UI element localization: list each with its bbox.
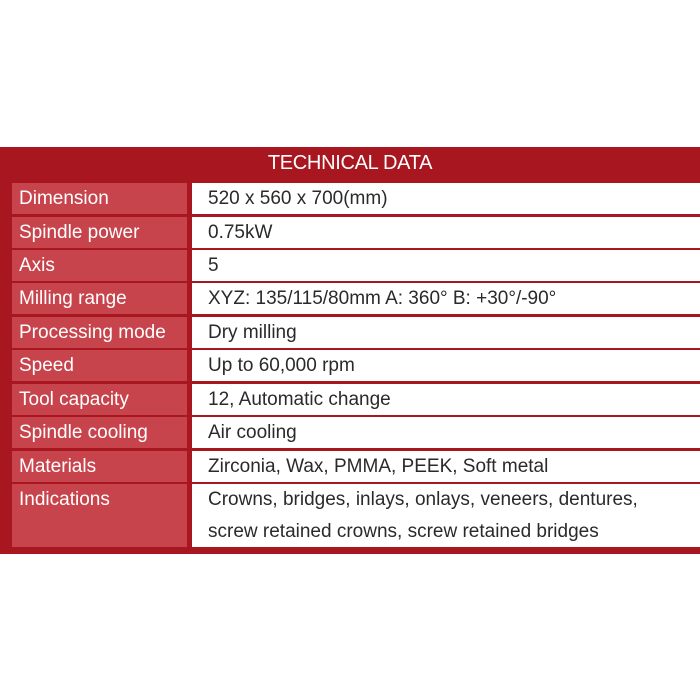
- table-row: [12, 217, 700, 248]
- row-label: Materials: [12, 451, 187, 482]
- row-value: XYZ: 135/115/80mm A: 360° B: +30°/-90°: [192, 283, 700, 314]
- technical-data-table: [0, 147, 700, 554]
- row-label: Speed: [12, 350, 187, 381]
- table-row: [12, 250, 700, 281]
- table-row: [12, 183, 700, 214]
- row-value: [192, 484, 700, 547]
- table-row: [12, 417, 700, 448]
- table-title: TECHNICAL DATA: [267, 152, 433, 174]
- row-value: Air cooling: [192, 417, 700, 448]
- table-row: [12, 384, 700, 415]
- row-value-line: Crowns, bridges, inlays, onlays, veneers, dentures,: [208, 489, 638, 510]
- row-value: 0.75kW: [192, 217, 700, 248]
- row-label: Processing mode: [12, 317, 187, 348]
- table-row: [12, 350, 700, 381]
- row-value-line: screw retained crowns, screw retained bridges: [208, 521, 599, 542]
- row-value: Zirconia, Wax, PMMA, PEEK, Soft metal: [192, 451, 700, 482]
- row-label: Milling range: [12, 283, 187, 314]
- table-row: [12, 484, 700, 547]
- row-value: 12, Automatic change: [192, 384, 700, 415]
- row-label: Spindle power: [12, 217, 187, 248]
- row-label: Axis: [12, 250, 187, 281]
- row-label: Tool capacity: [12, 384, 187, 415]
- row-value: Dry milling: [192, 317, 700, 348]
- table-row: [12, 451, 700, 482]
- table-row: [12, 317, 700, 348]
- row-label: Indications: [12, 484, 187, 547]
- table-row: [12, 283, 700, 314]
- row-value: Up to 60,000 rpm: [192, 350, 700, 381]
- row-value: 520 x 560 x 700(mm): [192, 183, 700, 214]
- row-label: Dimension: [12, 183, 187, 214]
- row-value: 5: [192, 250, 700, 281]
- row-label: Spindle cooling: [12, 417, 187, 448]
